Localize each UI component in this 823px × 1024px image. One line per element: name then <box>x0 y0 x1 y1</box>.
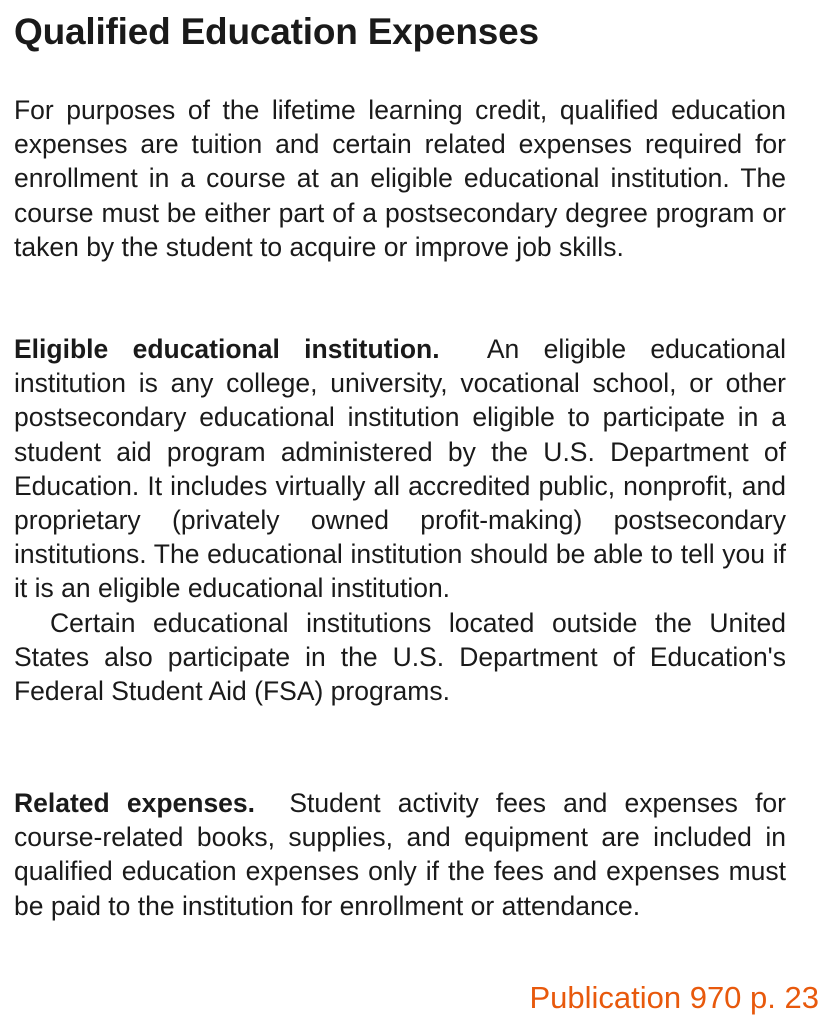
related-expenses-section <box>14 786 786 923</box>
outside-us-paragraph: Certain educational institutions located outside the United States also participate in the U.S. Department of Education's Federal Student Aid (FSA) programs. <box>14 607 786 707</box>
intro-paragraph: For purposes of the lifetime learning credit, qualified education expenses are tuition and certain related expenses required for enrollment in a course at an eligible educational institution. The course must be either part of a postsecondary degree program or taken by the student to acquire or improve job skills. <box>14 95 786 262</box>
page-title: Qualified Education Expenses <box>14 11 539 52</box>
eligible-institution-paragraph <box>14 332 786 606</box>
eligible-institution-heading: Eligible educational institution. <box>14 334 440 364</box>
related-expenses-heading: Related expenses. <box>14 788 256 818</box>
related-expenses-paragraph <box>14 786 786 923</box>
publication-reference: Publication 970 p. 23 <box>529 980 819 1015</box>
eligible-institution-section <box>14 332 786 708</box>
eligible-institution-body: An eligible educational institution is any college, university, vocational school, or other postsecondary educational institution eligible to participate in a student aid program administered by the U.S. Department of Education. It includes virtually all accredited public, nonprofit, and proprietary (privately owned profit-making) postsecondary institutions. The educational institution should be able to tell you if it is an eligible educational institution. <box>14 334 786 604</box>
intro-section <box>14 93 786 264</box>
related-expenses-body: Student activity fees and expenses for course-related books, supplies, and equipment are included in qualified education expenses only if the fees and expenses must be paid to the institution for enrollment or attendance. <box>14 788 786 921</box>
